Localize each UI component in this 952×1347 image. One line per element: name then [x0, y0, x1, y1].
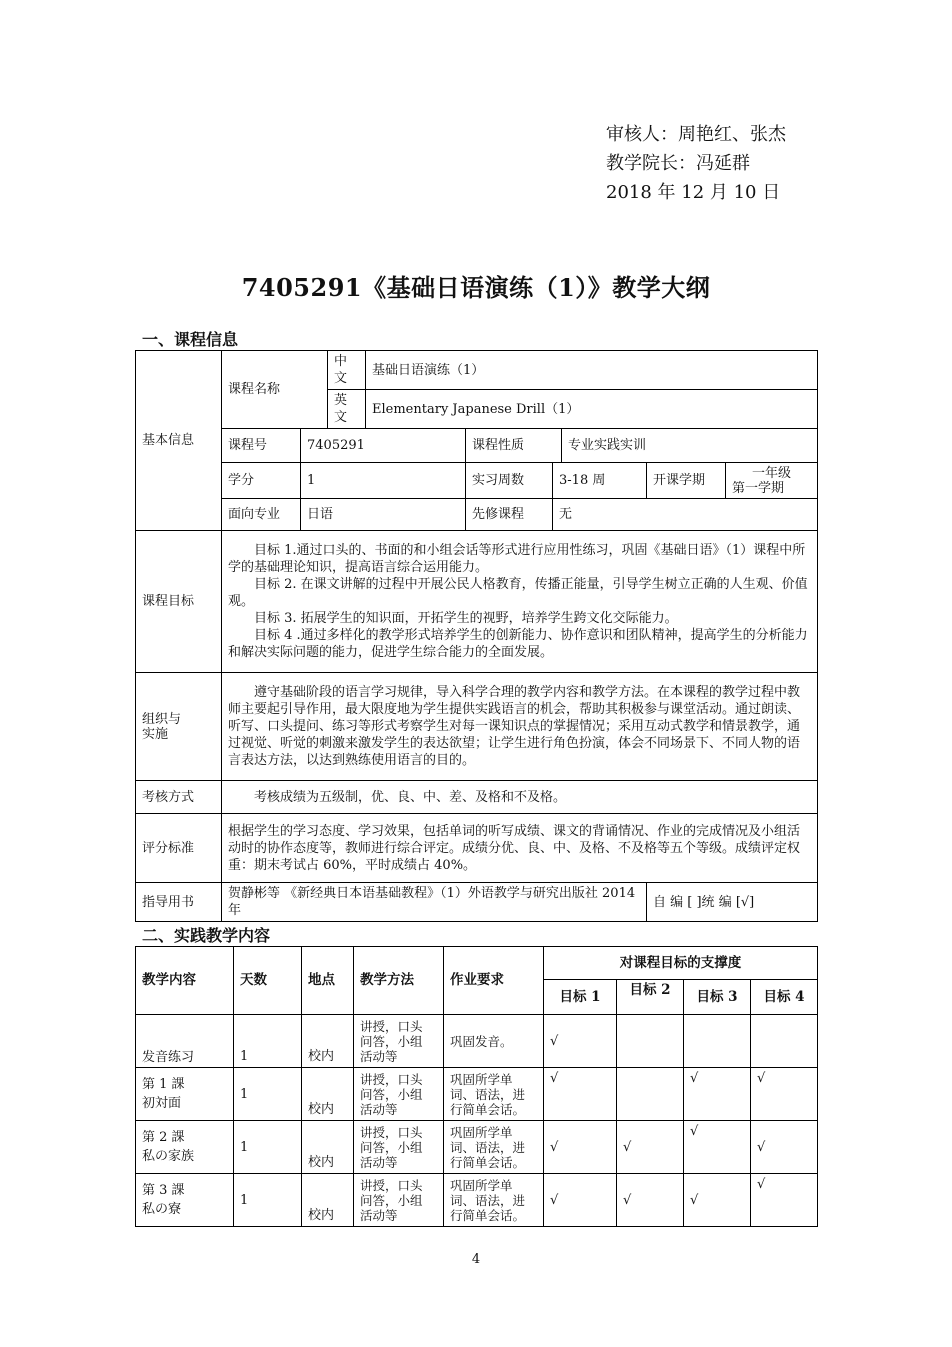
row-place: 校内 [302, 1121, 354, 1174]
row-goal-4: √ [751, 1068, 818, 1121]
grading-label: 评分标准 [136, 814, 222, 883]
header-days: 天数 [234, 947, 302, 1015]
row-goal-4 [751, 1015, 818, 1068]
row-method-line1: 讲授，口头 [360, 1071, 423, 1087]
org-label [136, 673, 222, 781]
row-method [354, 1015, 444, 1068]
course-no-label: 课程号 [222, 429, 301, 463]
row-place: 校内 [302, 1174, 354, 1227]
row-homework-line1: 巩固所学单 [450, 1071, 513, 1087]
row-place: 校内 [302, 1068, 354, 1121]
grading-text: 根据学生的学习态度、学习效果，包括单词的听写成绩、课文的背诵情况、作业的完成情况及小组活动时的协作态度等，教师进行综合评定。成绩分优、良、中、及格、不及格等五个等级。成绩评定权重：期末考试占 60%，平时成绩占 40%。 [222, 814, 818, 883]
row-method-line1: 讲授，口头 [360, 1124, 423, 1140]
goal-4: 目标 4 .通过多样化的教学形式培养学生的创新能力、协作意识和团队精神，提高学生的分析能力和解决实际问题的能力，促进学生综合能力的全面发展。 [228, 628, 808, 660]
header-method: 教学方法 [354, 947, 444, 1015]
row-method [354, 1174, 444, 1227]
row-goal-2 [617, 1015, 684, 1068]
row-homework [444, 1174, 544, 1227]
book-label: 指导用书 [136, 883, 222, 922]
row-content-line1: 第 3 課 [142, 1183, 185, 1198]
row-goal-3 [684, 1015, 751, 1068]
row-days: 1 [234, 1015, 302, 1068]
row-content [136, 1068, 234, 1121]
row-content [136, 1174, 234, 1227]
row-goal-2: √ [617, 1174, 684, 1227]
prereq-label: 先修课程 [466, 499, 553, 531]
header-goal-3: 目标 3 [684, 980, 751, 1015]
header-homework: 作业要求 [444, 947, 544, 1015]
row-goal-1: √ [544, 1121, 617, 1174]
term-value-line1: 一年级 [752, 465, 792, 481]
table-row [136, 1068, 818, 1121]
row-homework-line3: 行简单会话。 [450, 1101, 526, 1117]
row-goal-4: √ [751, 1174, 818, 1227]
row-method-line1: 讲授，口头 [360, 1177, 423, 1193]
row-content-line1: 第 2 課 [142, 1130, 185, 1145]
practice-content-table [135, 946, 818, 1227]
row-method-line3: 活动等 [360, 1207, 398, 1223]
row-method [354, 1068, 444, 1121]
en-value: Elementary Japanese Drill（1） [366, 390, 818, 429]
book-edit-type: 自 编 [ ]统 编 [√] [647, 883, 818, 922]
section-heading-course-info: 一、课程信息 [142, 330, 239, 349]
row-homework-line1: 巩固发音。 [450, 1033, 513, 1049]
row-homework [444, 1121, 544, 1174]
row-homework-line2: 词、语法，进 [450, 1192, 526, 1208]
header-place: 地点 [302, 947, 354, 1015]
row-days: 1 [234, 1174, 302, 1227]
row-content-line1: 第 1 課 [142, 1077, 185, 1092]
credit-value: 1 [301, 463, 466, 499]
row-homework-line3: 行简单会话。 [450, 1154, 526, 1170]
credit-label: 学分 [222, 463, 301, 499]
term-value-line2: 第一学期 [732, 480, 785, 496]
goals-text [222, 531, 818, 673]
row-homework-line2: 词、语法，进 [450, 1139, 526, 1155]
row-place: 校内 [302, 1015, 354, 1068]
row-goal-3: √ [684, 1174, 751, 1227]
major-value: 日语 [301, 499, 466, 531]
row-content-line2: 初対面 [142, 1096, 182, 1111]
row-goal-2 [617, 1068, 684, 1121]
row-goal-2: √ [617, 1121, 684, 1174]
page-number: 4 [471, 1252, 481, 1267]
row-method-line1: 讲授，口头 [360, 1018, 423, 1034]
section-heading-practice: 二、实践教学内容 [142, 926, 271, 945]
course-no-value: 7405291 [301, 429, 466, 463]
en-label: 英文 [328, 390, 366, 429]
term-value [726, 463, 818, 499]
course-name-label: 课程名称 [222, 351, 328, 429]
row-homework-line3: 行简单会话。 [450, 1207, 526, 1223]
table-row [136, 1015, 818, 1068]
row-method-line2: 问答，小组 [360, 1139, 423, 1155]
header-support: 对课程目标的支撑度 [544, 947, 818, 980]
assess-paragraph: 考核成绩为五级制，优、良、中、差、及格和不及格。 [254, 789, 567, 805]
row-content-line1: 发音练习 [142, 1050, 195, 1065]
goal-1: 目标 1.通过口头的、书面的和小组会话等形式进行应用性练习，巩固《基础日语》（1）课程中所学的基础理论知识，提高语言综合运用能力。 [228, 543, 806, 575]
major-label: 面向专业 [222, 499, 301, 531]
header-goal-4: 目标 4 [751, 980, 818, 1015]
row-content-line2: 私の家族 [142, 1149, 195, 1164]
org-text [222, 673, 818, 781]
row-homework [444, 1015, 544, 1068]
date-line: 2018 年 12 月 10 日 [606, 182, 781, 203]
row-homework-line1: 巩固所学单 [450, 1124, 513, 1140]
row-method-line2: 问答，小组 [360, 1086, 423, 1102]
row-goal-1: √ [544, 1068, 617, 1121]
header-content: 教学内容 [136, 947, 234, 1015]
course-info-table [135, 350, 818, 922]
goal-2: 目标 2. 在课文讲解的过程中开展公民人格教育，传播正能量，引导学生树立正确的人生观、价值观。 [228, 577, 808, 609]
row-goal-1: √ [544, 1015, 617, 1068]
row-goal-3: √ [684, 1121, 751, 1174]
row-goal-3: √ [684, 1068, 751, 1121]
approval-block [606, 120, 786, 207]
book-text: 贺静彬等 《新经典日本语基础教程》（1）外语教学与研究出版社 2014 年 [222, 883, 647, 922]
assess-text [222, 781, 818, 814]
org-paragraph: 遵守基础阶段的语言学习规律，导入科学合理的教学内容和教学方法。在本课程的教学过程中教师主要起引导作用，最大限度地为学生提供实践语言的机会，帮助其积极参与课堂活动。通过朗读、听写、口头提问、练习等形式考察学生对每一课知识点的掌握情况；采用互动式教学和情景教学，通过视觉、听觉的刺激来激发学生的表达欲望；让学生进行角色扮演，体会不同场景下、不同人物的语言表达方法，以达到熟练使用语言的目的。 [228, 685, 801, 768]
nature-label: 课程性质 [466, 429, 562, 463]
row-content [136, 1015, 234, 1068]
row-homework-line1: 巩固所学单 [450, 1177, 513, 1193]
row-content-line2: 私の寮 [142, 1202, 182, 1217]
org-label-line2: 实施 [142, 726, 169, 742]
row-goal-4: √ [751, 1121, 818, 1174]
table-row [136, 1174, 818, 1227]
header-goal-1: 目标 1 [544, 980, 617, 1015]
row-method [354, 1121, 444, 1174]
basic-info-label: 基本信息 [136, 351, 222, 531]
row-homework-line2: 词、语法，进 [450, 1086, 526, 1102]
weeks-value: 3-18 周 [553, 463, 647, 499]
table-row [136, 1121, 818, 1174]
row-method-line3: 活动等 [360, 1154, 398, 1170]
header-goal-2: 目标 2 [617, 980, 684, 1015]
cn-value: 基础日语演练（1） [366, 351, 818, 390]
row-content [136, 1121, 234, 1174]
document-title: 7405291《基础日语演练（1）》教学大纲 [241, 273, 711, 302]
dean-line: 教学院长：冯延群 [606, 153, 750, 174]
weeks-label: 实习周数 [466, 463, 553, 499]
assess-label: 考核方式 [136, 781, 222, 814]
row-days: 1 [234, 1068, 302, 1121]
term-label: 开课学期 [647, 463, 726, 499]
goal-3: 目标 3. 拓展学生的知识面，开拓学生的视野，培养学生跨文化交际能力。 [254, 611, 678, 626]
row-method-line2: 问答，小组 [360, 1192, 423, 1208]
row-goal-1: √ [544, 1174, 617, 1227]
row-method-line2: 问答，小组 [360, 1033, 423, 1049]
goals-label: 课程目标 [136, 531, 222, 673]
reviewer-line: 审核人：周艳红、张杰 [606, 124, 786, 145]
prereq-value: 无 [553, 499, 818, 531]
row-homework [444, 1068, 544, 1121]
row-days: 1 [234, 1121, 302, 1174]
row-method-line3: 活动等 [360, 1101, 398, 1117]
row-method-line3: 活动等 [360, 1048, 398, 1064]
cn-label: 中文 [328, 351, 366, 390]
nature-value: 专业实践实训 [562, 429, 818, 463]
org-label-line1: 组织与 [142, 711, 182, 727]
